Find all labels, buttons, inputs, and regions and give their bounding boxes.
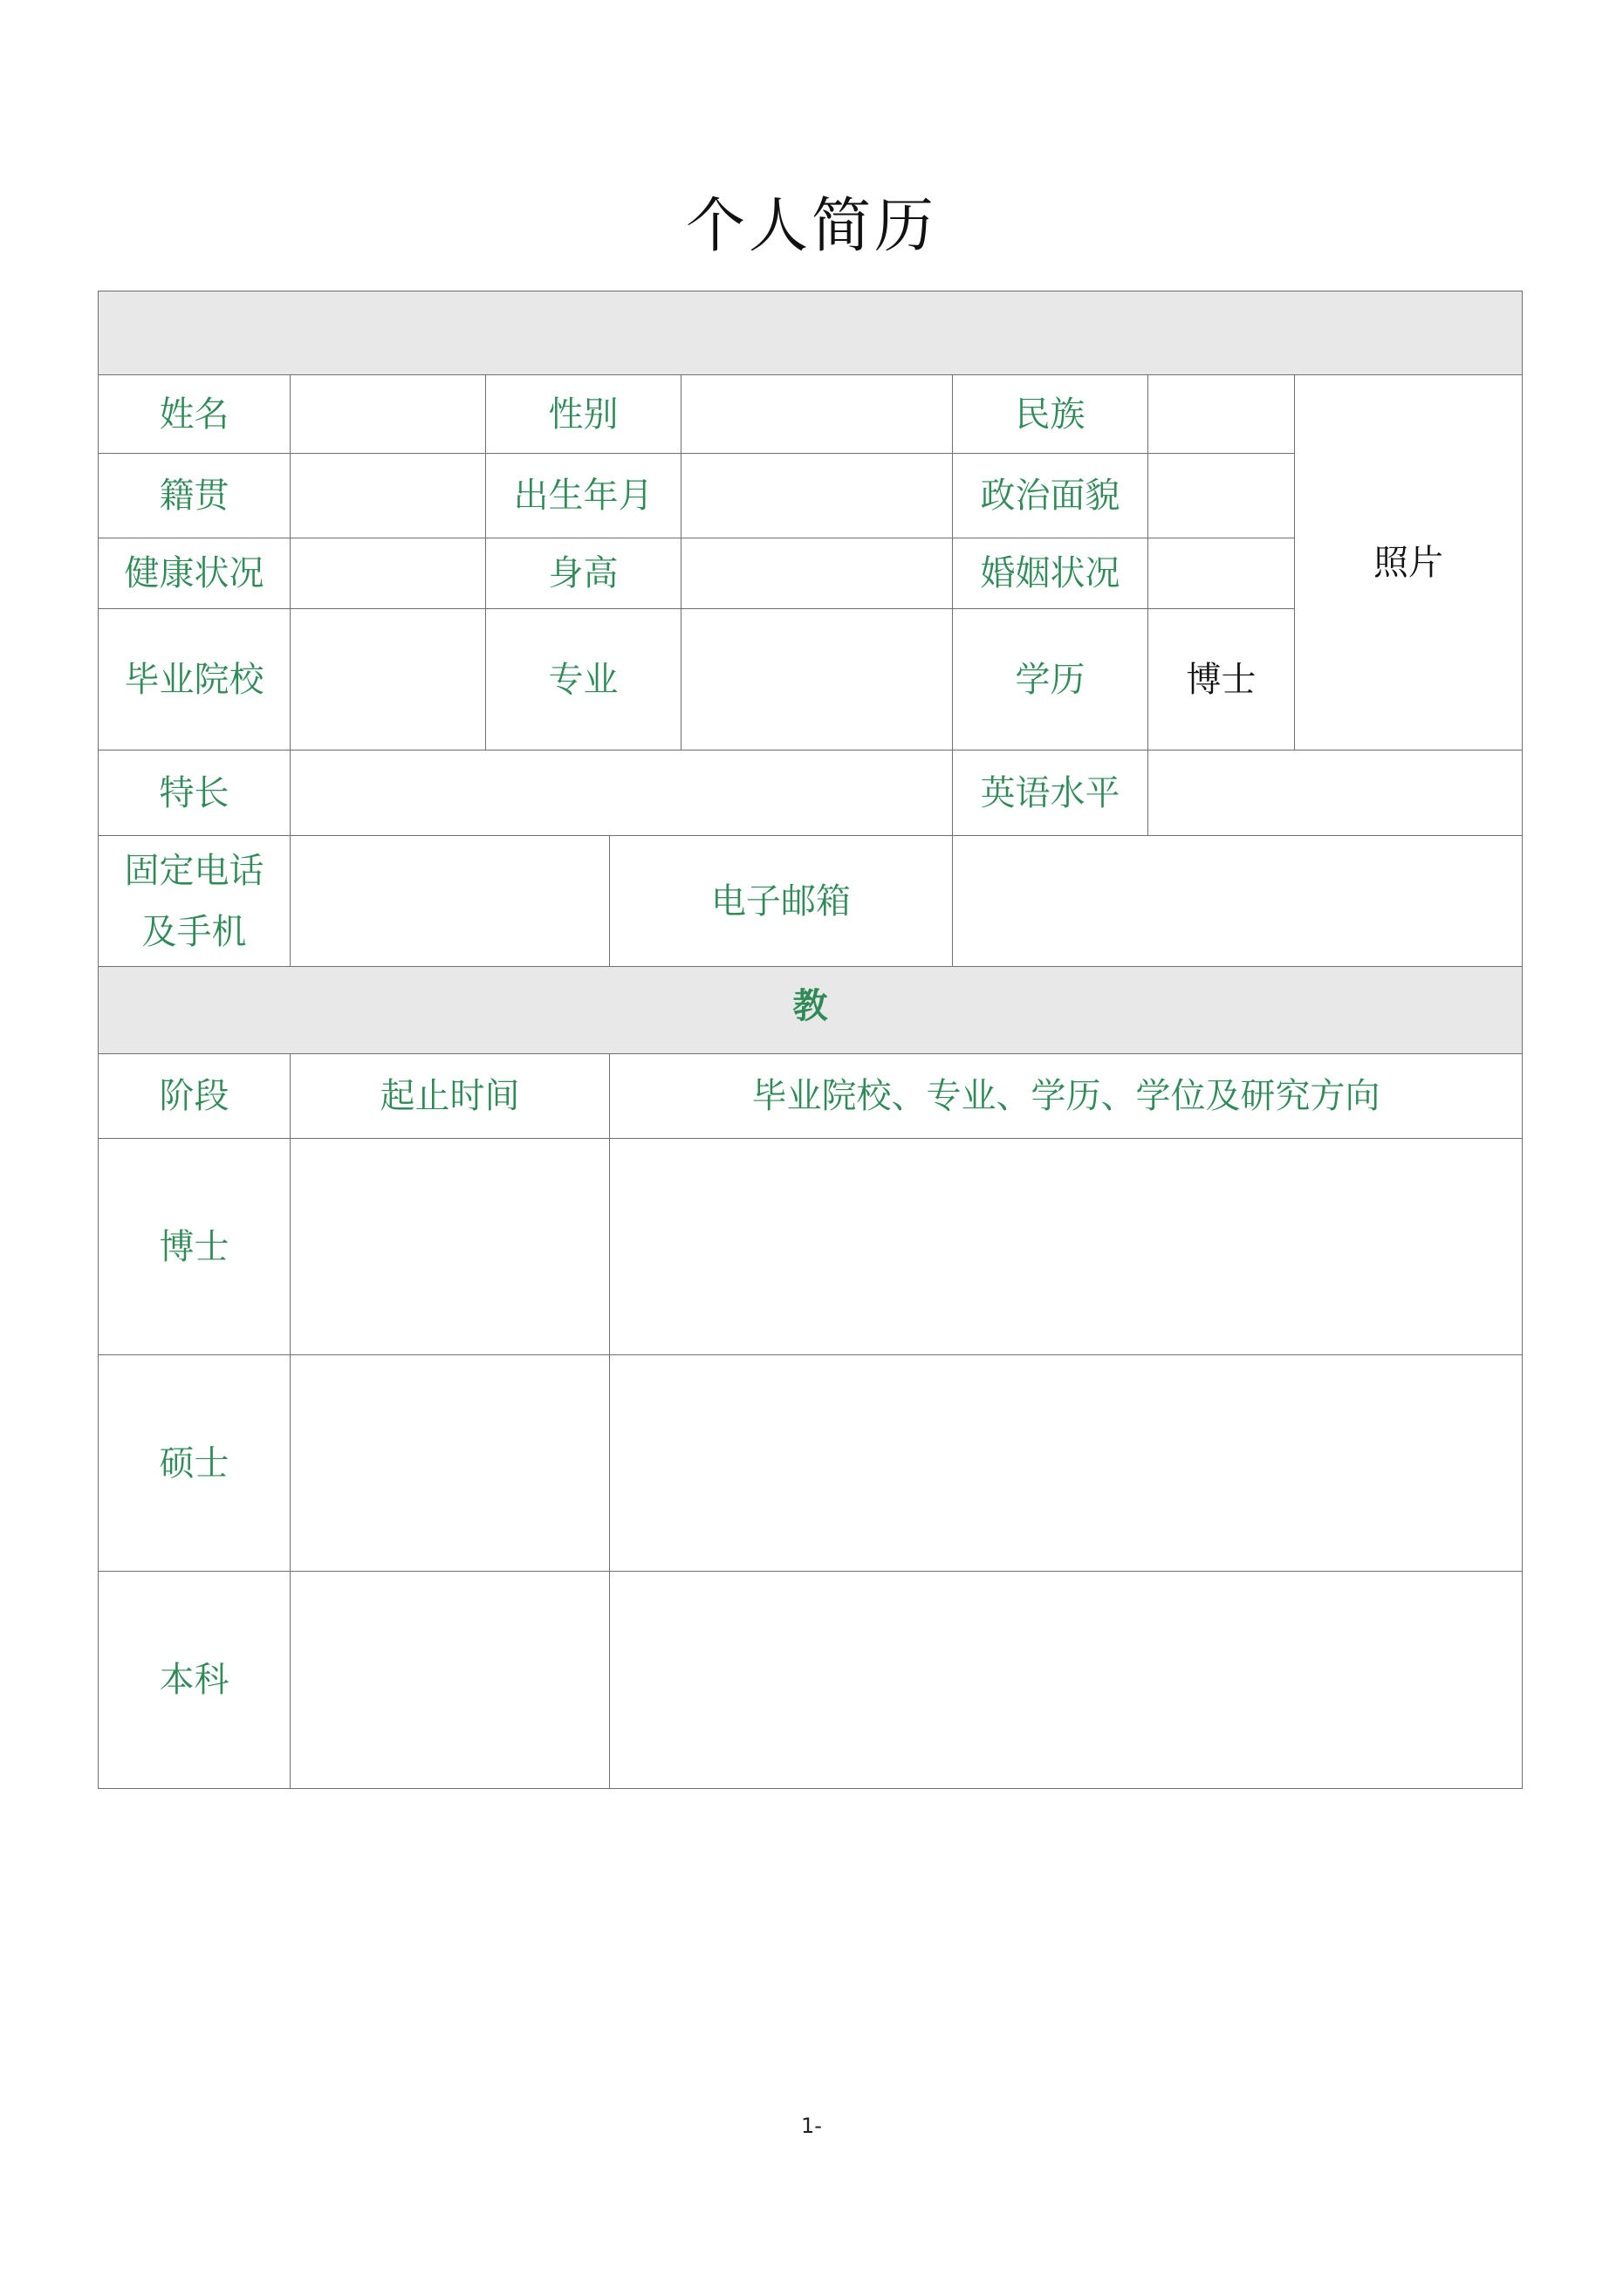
hometown-field[interactable]	[290, 453, 486, 538]
phone-label	[98, 835, 291, 967]
marital-field[interactable]	[1147, 538, 1295, 609]
skills-label: 特长	[98, 750, 291, 836]
name-label: 姓名	[98, 374, 291, 454]
name-field[interactable]	[290, 374, 486, 454]
political-field[interactable]	[1147, 453, 1295, 538]
health-field[interactable]	[290, 538, 486, 609]
height-label: 身高	[485, 538, 681, 609]
health-label: 健康状况	[98, 538, 291, 609]
english-label: 英语水平	[952, 750, 1148, 836]
english-field[interactable]	[1147, 750, 1523, 836]
photo-label: 照片	[1373, 542, 1443, 583]
birth-field[interactable]	[681, 453, 953, 538]
school-field[interactable]	[290, 608, 486, 750]
marital-label: 婚姻状况	[952, 538, 1148, 609]
phone-field[interactable]	[290, 835, 610, 967]
education-details-bachelor[interactable]	[609, 1571, 1523, 1789]
education-stage-phd: 博士	[98, 1138, 291, 1355]
col-stage-header: 阶段	[98, 1053, 291, 1139]
phone-label-line1: 固定电话	[124, 850, 264, 891]
ethnicity-label: 民族	[952, 374, 1148, 454]
document-title: 个人简历	[685, 192, 937, 261]
email-label: 电子邮箱	[609, 835, 953, 967]
degree-value[interactable]: 博士	[1147, 608, 1295, 750]
photo-box[interactable]	[1294, 374, 1523, 750]
education-stage-masters: 硕士	[98, 1354, 291, 1572]
table-header-band	[98, 291, 1523, 375]
school-label: 毕业院校	[98, 608, 291, 750]
degree-label: 学历	[952, 608, 1148, 750]
education-details-phd[interactable]	[609, 1138, 1523, 1355]
education-period-bachelor[interactable]	[290, 1571, 610, 1789]
gender-label: 性别	[485, 374, 681, 454]
education-stage-bachelor: 本科	[98, 1571, 291, 1789]
education-period-phd[interactable]	[290, 1138, 610, 1355]
skills-field[interactable]	[290, 750, 953, 836]
ethnicity-field[interactable]	[1147, 374, 1295, 454]
col-details-header: 毕业院校、专业、学历、学位及研究方向	[609, 1053, 1523, 1139]
phone-label-line2: 及手机	[141, 911, 247, 952]
education-details-masters[interactable]	[609, 1354, 1523, 1572]
major-field[interactable]	[681, 608, 953, 750]
gender-field[interactable]	[681, 374, 953, 454]
political-label: 政治面貌	[952, 453, 1148, 538]
hometown-label: 籍贯	[98, 453, 291, 538]
height-field[interactable]	[681, 538, 953, 609]
education-section-title: 教	[98, 966, 1523, 1054]
email-field[interactable]	[952, 835, 1523, 967]
major-label: 专业	[485, 608, 681, 750]
page-number: 1-	[801, 2114, 822, 2138]
education-period-masters[interactable]	[290, 1354, 610, 1572]
col-period-header: 起止时间	[290, 1053, 610, 1139]
birth-label: 出生年月	[485, 453, 681, 538]
